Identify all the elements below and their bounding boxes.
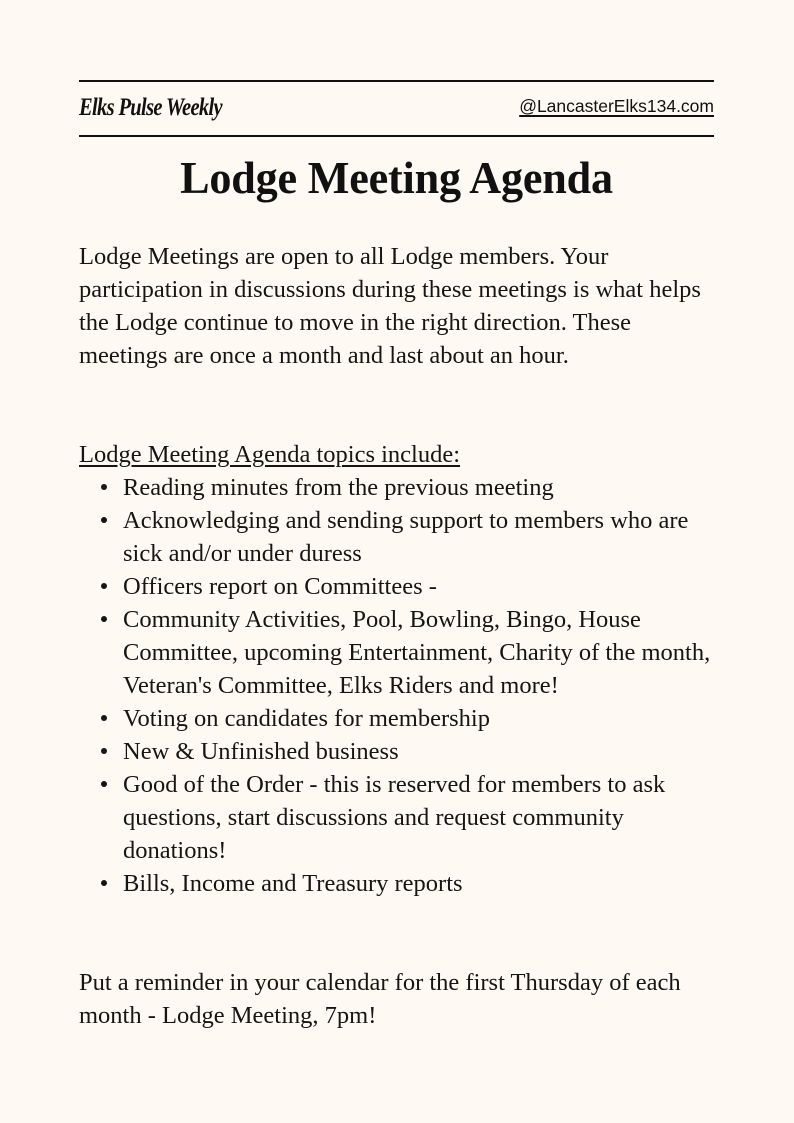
bullet-icon	[101, 517, 107, 523]
list-item	[123, 471, 723, 504]
website-link[interactable]: @LancasterElks134.com	[519, 96, 714, 116]
reminder-paragraph: Put a reminder in your calendar for the first Thursday of each month - Lodge Meeting, 7pm!	[79, 969, 681, 1029]
bullet-icon	[101, 484, 107, 490]
list-item-text: Acknowledging and sending support to members who are sick and/or under duress	[123, 507, 689, 567]
bullet-icon	[101, 616, 107, 622]
bullet-icon	[101, 781, 107, 787]
page-title: Lodge Meeting Agenda	[180, 152, 613, 203]
list-item	[123, 702, 723, 735]
list-item	[123, 603, 723, 702]
masthead	[79, 92, 714, 130]
list-item-text: Good of the Order - this is reserved for members to ask questions, start discussions and request community donations!	[123, 771, 666, 864]
list-item	[123, 570, 723, 603]
bullet-icon	[101, 880, 107, 886]
bullet-icon	[101, 715, 107, 721]
intro-paragraph: Lodge Meetings are open to all Lodge members. Your participation in discussions during these meetings is what helps the Lodge continue to move in the right direction. These meetings are once a month and last about an hour.	[79, 243, 701, 369]
masthead-top-rule	[79, 80, 714, 82]
list-item-text: Voting on candidates for membership	[123, 705, 490, 732]
list-item-text: Officers report on Committees -	[123, 573, 437, 600]
list-item	[123, 867, 723, 900]
list-item	[123, 735, 723, 768]
publication-name: Elks Pulse Weekly	[79, 94, 222, 121]
bullet-icon	[101, 748, 107, 754]
bullet-icon	[101, 583, 107, 589]
masthead-bottom-rule	[79, 135, 714, 137]
list-item	[123, 504, 723, 570]
list-item	[123, 768, 723, 867]
list-item-text: Reading minutes from the previous meeting	[123, 474, 554, 501]
topics-heading: Lodge Meeting Agenda topics include:	[79, 441, 461, 468]
list-item-text: Bills, Income and Treasury reports	[123, 870, 463, 897]
list-item-text: New & Unfinished business	[123, 738, 399, 765]
list-item-text: Community Activities, Pool, Bowling, Bingo, House Committee, upcoming Entertainment, Charity of the month, Veteran's Committee, Elks Riders and more!	[123, 606, 711, 699]
topics-list	[79, 471, 723, 900]
